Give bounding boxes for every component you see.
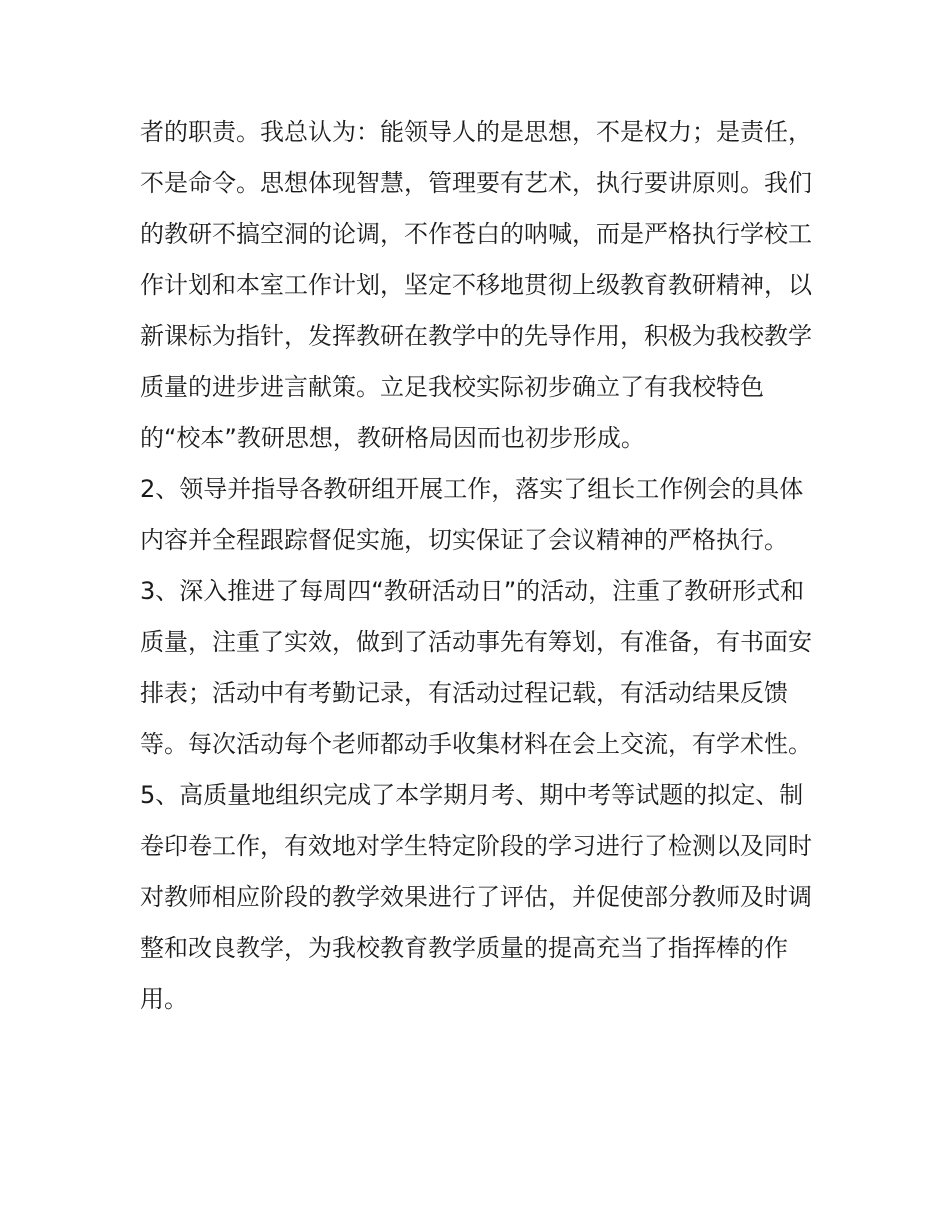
paragraph-item-2: 2、领导并指导各教研组开展工作，落实了组长工作例会的具体内容并全程跟踪督促实施，切实保证了会议精神的严格执行。 — [140, 475, 804, 554]
paragraph-item-3: 3、深入推进了每周四“教研活动日”的活动，注重了教研形式和质量，注重了实效，做到了活动事先有筹划，有准备，有书面安排表；活动中有考勤记录，有活动过程记载，有活动结果反馈等。每次活动每个老师都动手收集材料在会上交流，有学术性。 — [140, 577, 812, 758]
paragraph-responsibility: 者的职责。我总认为：能领导人的是思想，不是权力；是责任，不是命令。思想体现智慧，管理要有艺术，执行要讲原则。我们的教研不搞空洞的论调，不作苍白的呐喊，而是严格执行学校工作计划和本室工作计划，坚定不移地贯彻上级教育教研精神，以新课标为指针，发挥教研在教学中的先导作用，积极为我校教学质量的进步进言献策。立足我校实际初步确立了有我校特色的“校本”教研思想，教研格局因而也初步形成。 — [140, 118, 812, 452]
document-body — [140, 107, 820, 1025]
paragraph-item-5: 5、高质量地组织完成了本学期月考、期中考等试题的拟定、制卷印卷工作，有效地对学生特定阶段的学习进行了检测以及同时对教师相应阶段的教学效果进行了评估，并促使部分教师及时调整和改良教学，为我校教育教学质量的提高充当了指挥棒的作用。 — [140, 781, 812, 1013]
